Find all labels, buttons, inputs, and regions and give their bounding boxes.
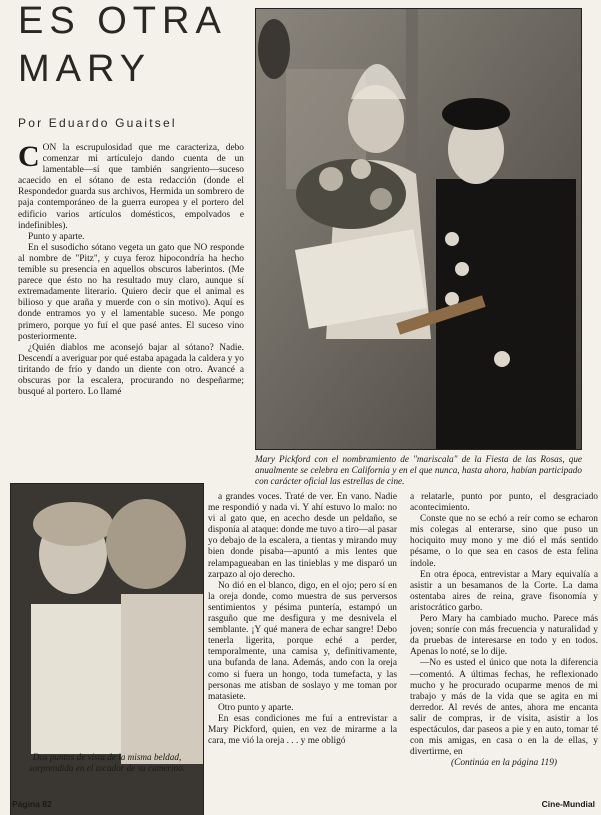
column-3 xyxy=(410,492,598,795)
paragraph-text: (Continúa en la página 119) xyxy=(450,758,558,769)
paragraph xyxy=(410,758,598,769)
paragraph-text: En esas condiciones me fuí a entrevistar a Mary Pickford, quien, en vez de mirarme a la cara, me vió la oreja . . . y me obligó xyxy=(208,713,397,747)
paragraph xyxy=(208,714,397,747)
paragraph-text: En otra época, entrevistar a Mary equivalía a asistir a un besamanos de la Corte. La dama ostentaba aires de reina, grave fisonomía y aristocrático garbo. xyxy=(410,569,598,613)
paragraph xyxy=(18,343,244,398)
paragraph xyxy=(410,658,598,758)
magazine-name: Cine-Mundial xyxy=(541,799,595,809)
paragraph xyxy=(18,243,244,343)
paragraph xyxy=(410,514,598,569)
byline: Por Eduardo Guaitsel xyxy=(18,116,177,130)
paragraph-text: En el susodicho sótano vegeta un gato que NO responde al nombre de "Pitz", y cuya feroz hipocondría ha hecho temible su presencia en aquellos obscuros laberintos. (Me parece que ésto no ha resultado muy claro, aunque sí extremadamente literario. Quiero decir que el animal es bilioso y que araña y muerde con o sin motivo). Aquí es donde entramos yo y el lamentable suceso. Me pongo primero, porque yo fuí el que pasé antes. El suceso vino posteriormente. xyxy=(18,242,244,342)
left-photo-caption: Dos puntos de vista de la misma beldad, sorprendida en el tocador de su camerino. xyxy=(28,752,186,773)
paragraph-text: ON la escrupulosidad que me caracteriza, debo comenzar mi artículejo dando cuenta de un lamentable—sí que también sangriento—suceso acaecido en el sótano de esta redacción (donde el Respondedor guarda sus archivos, Hermida un sombrero de paja contemporáneo de la guerra europea y el portero del edificio varios artículos domésticos, empolvados e indefinibles). xyxy=(18,143,244,231)
paragraph xyxy=(410,614,598,658)
paragraph-text: ¿Quién diablos me aconsejó bajar al sótano? Nadie. Descendí a averiguar por qué estaba apagada la caldera y yo tiritando de frío y dando un diente con otro. Avancé a obscuras por la escalera, procurando no despeñarme; busqué al portero. Lo llamé xyxy=(18,342,244,398)
main-photo-caption: Mary Pickford con el nombramiento de "mariscala" de la Fiesta de las Rosas, que anualmente se celebra en California y en el que nunca, hasta ahora, habían participado con carácter oficial las estrellas de cine. xyxy=(255,454,582,486)
article-title-line1: ES OTRA xyxy=(18,0,227,42)
page-number: Página 82 xyxy=(12,799,52,809)
paragraph-text: Otro punto y aparte. xyxy=(218,702,294,713)
paragraph-text: Pero Mary ha cambiado mucho. Parece más joven; sonríe con más frecuencia y naturalidad y da pruebas de interesarse en todo y en todos. Apenas lo noté, se lo dije. xyxy=(410,614,598,658)
paragraph-text: —No es usted el único que nota la diferencia—comentó. A últimas fechas, he reflexionado mucho y he procurado ocuparme menos de mi trabajo y más de la vida que se agita en mi derredor. Al revés de antes, ahora me encanta salir de compras, ir de visita, asistir a los espectáculos, dar paseos a pie y en auto, tomar té con mis amigas, en casa o en la de ellas, y divertirme, en xyxy=(410,658,598,758)
paragraph xyxy=(208,703,397,714)
column-1 xyxy=(18,143,244,475)
column-2 xyxy=(208,492,397,795)
paragraph xyxy=(18,232,244,243)
paragraph-text: a relatarle, punto por punto, el desgraciado acontecimiento. xyxy=(410,492,598,514)
paragraph-text: Punto y aparte. xyxy=(28,231,85,242)
paragraph-text: No dió en el blanco, digo, en el ojo; pero sí en la oreja donde, como muestra de sus perversos sentimientos y pésima puntería, estampó un rasguño que me desfigura y me desnivela el semblante. ¡Y qué manera de echar sangre! Debo tenerla ligerita, porque eché a perder, temporalmente, una camisa y, definitivamente, una bufanda de lana. Además, ando con la oreja como si fuera un hongo, toda tumefacta, y las personas me atisban de soslayo y me toman por matasiete. xyxy=(208,580,397,702)
drop-cap: C xyxy=(18,143,40,173)
paragraph xyxy=(208,581,397,703)
paragraph-text: a grandes voces. Traté de ver. En vano. Nadie me respondió y nada vi. Y ahí estuvo lo malo: no vi al gato que, en acecho desde un peldaño, se disponía al ataque: donde me tuvo a tiro—al pasar yo debajo de la escalera, a tientas y mirando muy bien donde pisaba—apuntó a mis lentes que relampagueaban en las tinieblas y me disparó un zarpazo al ojo derecho. xyxy=(208,492,397,580)
article-title-line2: MARY xyxy=(18,48,152,90)
paragraph xyxy=(18,143,244,232)
paragraph xyxy=(410,492,598,514)
paragraph xyxy=(208,492,397,581)
paragraph xyxy=(410,570,598,614)
paragraph-text: Conste que no se echó a reír como se echaron mis colegas al enterarse, sino que puso un hociquito muy mono y me dió el más sentido pésame, o lo que sea en casos de esta felina índole. xyxy=(410,514,598,569)
main-photo-mary-pickford xyxy=(255,8,582,450)
